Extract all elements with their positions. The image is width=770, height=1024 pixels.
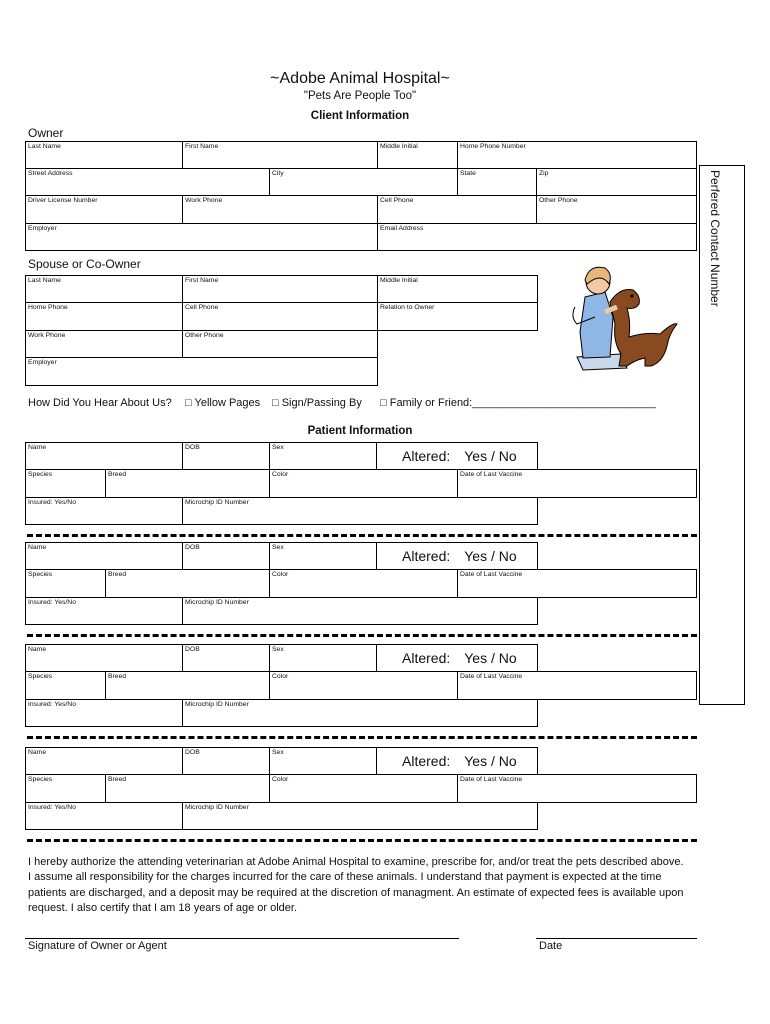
patient-information-heading: Patient Information <box>307 425 413 437</box>
owner-work-phone-field[interactable]: Work Phone <box>182 195 378 224</box>
owner-home-phone-field[interactable]: Home Phone Number <box>457 141 697 169</box>
checkbox-icon[interactable]: □ <box>185 397 192 409</box>
spouse-other-phone-field[interactable]: Other Phone <box>182 330 378 358</box>
patient-1-vaccine-date-field[interactable]: Date of Last Vaccine <box>457 469 697 498</box>
owner-cell-phone-field[interactable]: Cell Phone <box>377 195 537 224</box>
patient-1-breed-field[interactable]: Breed <box>105 469 270 498</box>
patient-2-vaccine-date-field[interactable]: Date of Last Vaccine <box>457 569 697 598</box>
patient-2-sex-field[interactable]: Sex <box>269 542 377 570</box>
owner-other-phone-field[interactable]: Other Phone <box>536 195 697 224</box>
vet-with-dog-illustration <box>565 262 680 372</box>
owner-first-name-field[interactable]: First Name <box>182 141 378 169</box>
owner-email-field[interactable]: Email Address <box>377 223 697 251</box>
patient-3-breed-field[interactable]: Breed <box>105 671 270 700</box>
patient-4-altered-label: Altered: Yes / No <box>402 753 517 769</box>
patient-3-dob-field[interactable]: DOB <box>182 644 270 672</box>
patient-2-yes-no[interactable]: Yes / No <box>464 548 517 564</box>
patient-3-insured-field[interactable]: Insured: Yes/No <box>25 699 183 727</box>
referral-question: How Did You Hear About Us? <box>28 397 172 409</box>
patient-3-vaccine-date-field[interactable]: Date of Last Vaccine <box>457 671 697 700</box>
patient-4-color-field[interactable]: Color <box>269 774 458 803</box>
patient-3-yes-no[interactable]: Yes / No <box>464 650 517 666</box>
patient-separator <box>27 634 697 637</box>
patient-1-name-field[interactable]: Name <box>25 442 183 470</box>
patient-1-yes-no[interactable]: Yes / No <box>464 448 517 464</box>
patient-4-yes-no[interactable]: Yes / No <box>464 753 517 769</box>
spouse-relation-field[interactable]: Relation to Owner <box>377 302 538 331</box>
checkbox-icon[interactable]: □ <box>272 397 279 409</box>
patient-3-sex-field[interactable]: Sex <box>269 644 377 672</box>
patient-4-dob-field[interactable]: DOB <box>182 747 270 775</box>
patient-1-insured-field[interactable]: Insured: Yes/No <box>25 497 183 525</box>
date-signature-line[interactable] <box>536 938 697 939</box>
spouse-home-phone-field[interactable]: Home Phone <box>25 302 183 331</box>
preferred-contact-label: Perfered Contact Number <box>708 170 722 307</box>
patient-2-color-field[interactable]: Color <box>269 569 458 598</box>
owner-employer-field[interactable]: Employer <box>25 223 378 251</box>
checkbox-icon[interactable]: □ <box>380 397 387 409</box>
patient-1-species-field[interactable]: Species <box>25 469 106 498</box>
family-or-friend-option[interactable]: □ Family or Friend:______________________________ <box>380 397 656 409</box>
patient-2-breed-field[interactable]: Breed <box>105 569 270 598</box>
owner-signature-line[interactable] <box>25 938 459 939</box>
patient-1-color-field[interactable]: Color <box>269 469 458 498</box>
patient-4-species-field[interactable]: Species <box>25 774 106 803</box>
owner-driver-license-field[interactable]: Driver License Number <box>25 195 183 224</box>
patient-2-microchip-field[interactable]: Microchip ID Number <box>182 597 538 625</box>
patient-1-dob-field[interactable]: DOB <box>182 442 270 470</box>
patient-3-species-field[interactable]: Species <box>25 671 106 700</box>
patient-4-microchip-field[interactable]: Microchip ID Number <box>182 802 538 830</box>
patient-separator <box>27 534 697 537</box>
patient-separator <box>27 736 697 739</box>
patient-2-species-field[interactable]: Species <box>25 569 106 598</box>
spouse-employer-field[interactable]: Employer <box>25 357 378 386</box>
patient-1-microchip-field[interactable]: Microchip ID Number <box>182 497 538 525</box>
owner-heading: Owner <box>28 126 64 140</box>
patient-2-name-field[interactable]: Name <box>25 542 183 570</box>
patient-3-microchip-field[interactable]: Microchip ID Number <box>182 699 538 727</box>
owner-city-field[interactable]: City <box>269 168 458 196</box>
sign-passing-by-option[interactable]: □ Sign/Passing By <box>272 397 362 409</box>
spouse-middle-initial-field[interactable]: Middle Initial <box>377 275 538 303</box>
spouse-work-phone-field[interactable]: Work Phone <box>25 330 183 358</box>
patient-2-dob-field[interactable]: DOB <box>182 542 270 570</box>
patient-1-sex-field[interactable]: Sex <box>269 442 377 470</box>
spouse-cell-phone-field[interactable]: Cell Phone <box>182 302 378 331</box>
spouse-heading: Spouse or Co-Owner <box>28 257 141 271</box>
patient-4-vaccine-date-field[interactable]: Date of Last Vaccine <box>457 774 697 803</box>
spouse-first-name-field[interactable]: First Name <box>182 275 378 303</box>
patient-3-altered-label: Altered: Yes / No <box>402 650 517 666</box>
owner-last-name-field[interactable]: Last Name <box>25 141 183 169</box>
yellow-pages-option[interactable]: □ Yellow Pages <box>185 397 261 409</box>
spouse-last-name-field[interactable]: Last Name <box>25 275 183 303</box>
patient-4-insured-field[interactable]: Insured: Yes/No <box>25 802 183 830</box>
patient-4-name-field[interactable]: Name <box>25 747 183 775</box>
patient-2-altered-label: Altered: Yes / No <box>402 548 517 564</box>
patient-3-name-field[interactable]: Name <box>25 644 183 672</box>
authorization-paragraph: I hereby authorize the attending veterinarian at Adobe Animal Hospital to examine, prescribe for, and/or treat the pets described above. I assume all responsibility for the charges incurred for the care of these animals. I understand that payment is expected at the time patients are discharged, and a deposit may be required at the discretion of managment. An estimate of expected fees is available upon request. I also certify that I am 18 years of age or older. <box>28 856 684 915</box>
patient-3-color-field[interactable]: Color <box>269 671 458 700</box>
patient-1-altered-label: Altered: Yes / No <box>402 448 517 464</box>
patient-4-breed-field[interactable]: Breed <box>105 774 270 803</box>
client-information-heading: Client Information <box>310 110 410 122</box>
owner-signature-label: Signature of Owner or Agent <box>28 940 167 952</box>
owner-zip-field[interactable]: Zip <box>536 168 697 196</box>
date-label: Date <box>539 940 563 952</box>
patient-separator <box>27 839 697 842</box>
hospital-title: ~Adobe Animal Hospital~ <box>270 70 450 87</box>
owner-street-address-field[interactable]: Street Address <box>25 168 270 196</box>
hospital-tagline: "Pets Are People Too" <box>303 90 417 102</box>
patient-4-sex-field[interactable]: Sex <box>269 747 377 775</box>
patient-2-insured-field[interactable]: Insured: Yes/No <box>25 597 183 625</box>
owner-state-field[interactable]: State <box>457 168 537 196</box>
owner-middle-initial-field[interactable]: Middle Initial <box>377 141 458 169</box>
